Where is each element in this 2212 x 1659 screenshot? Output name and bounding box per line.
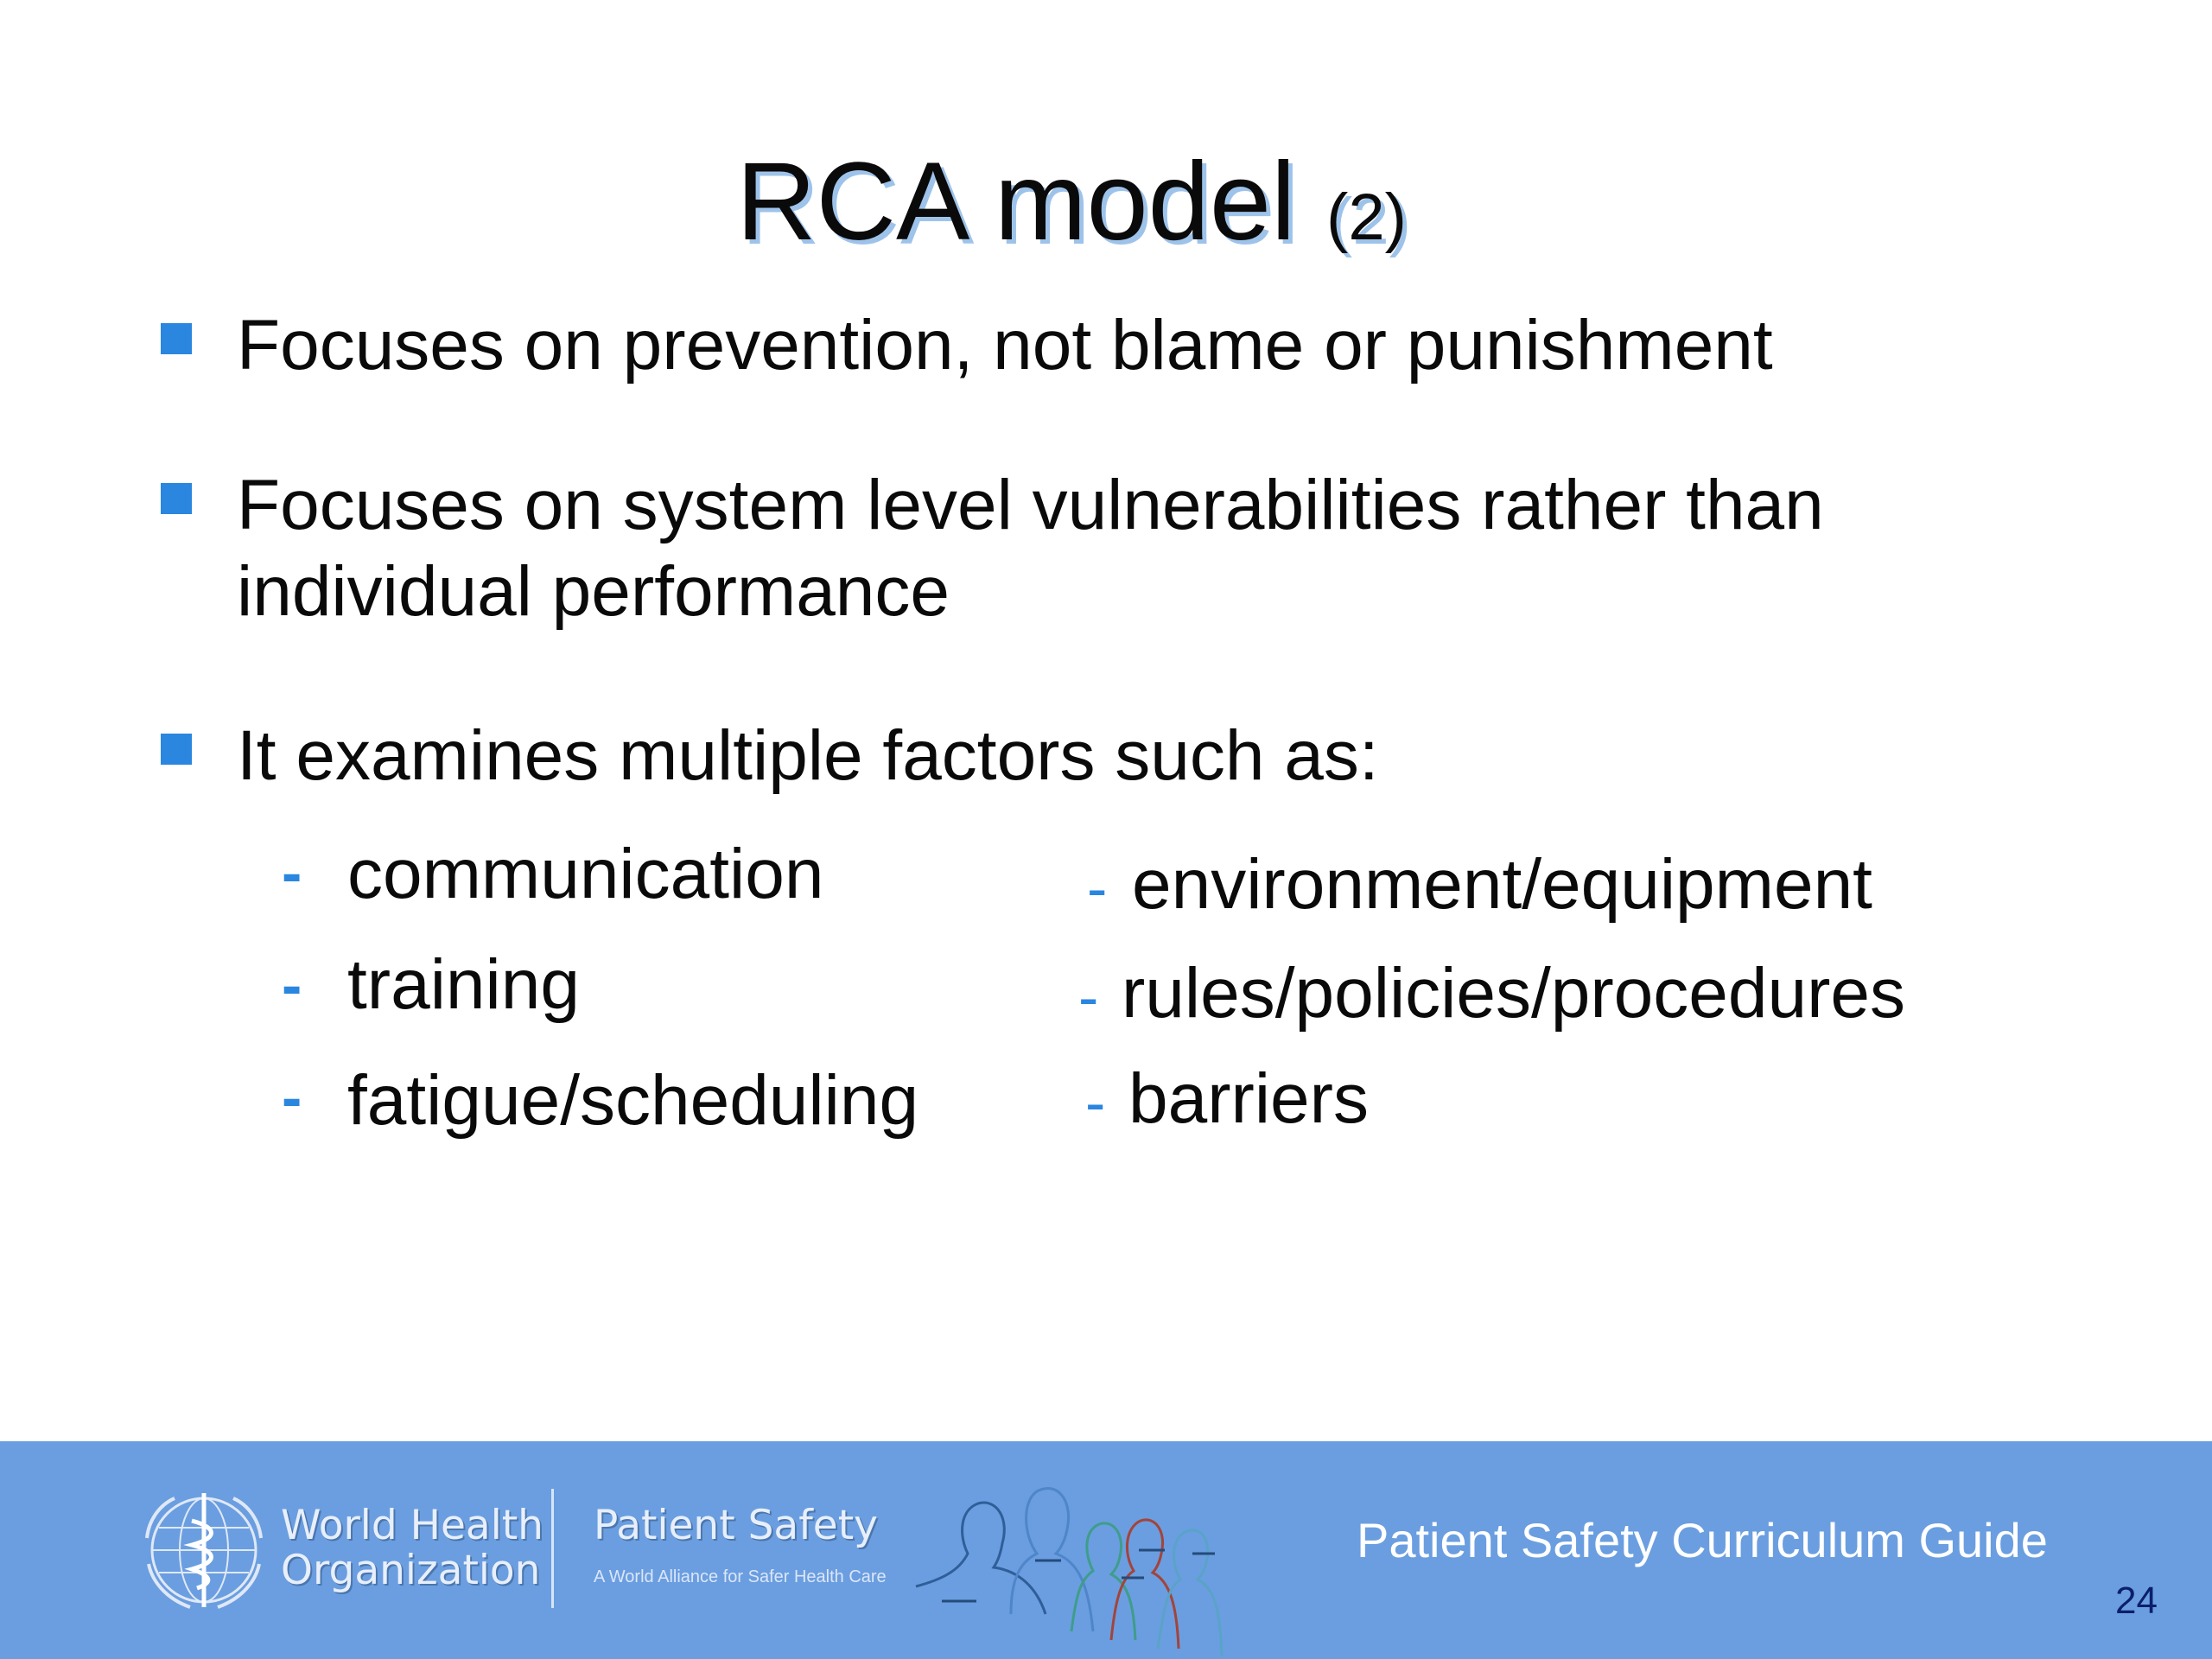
dash-bullet-icon: - (1078, 963, 1099, 1031)
who-name (281, 1503, 543, 1593)
bullet-item (161, 302, 2105, 397)
who-name-line2: Organization (281, 1547, 541, 1594)
patient-safety-tagline: A World Alliance for Safer Health Care (594, 1567, 887, 1586)
dash-bullet-icon: - (282, 839, 302, 906)
bullet-text: It examines multiple factors such as: (237, 716, 1379, 795)
page-number: 24 (2115, 1580, 2158, 1622)
footer-divider (551, 1489, 554, 1608)
square-bullet-icon (161, 734, 192, 765)
footer-band (0, 1441, 2212, 1659)
who-name-line1: World Health (281, 1502, 543, 1549)
square-bullet-icon (161, 483, 192, 514)
factor-environment-equipment: environment/equipment (1132, 845, 1872, 924)
factor-training: training (347, 945, 580, 1024)
bullet-item (161, 713, 2105, 808)
dash-bullet-icon: - (1087, 855, 1108, 922)
factor-rules-policies-procedures: rules/policies/procedures (1122, 954, 1906, 1033)
factor-barriers: barriers (1128, 1059, 1369, 1138)
dash-bullet-icon: - (282, 1064, 302, 1131)
who-emblem-icon (140, 1486, 268, 1614)
bullet-item (161, 462, 2105, 644)
curriculum-guide-title: Patient Safety Curriculum Guide (1357, 1513, 2048, 1567)
title-suffix: (2) (1326, 181, 1407, 254)
health-workers-figures-icon (907, 1441, 1253, 1659)
factor-fatigue-scheduling: fatigue/scheduling (347, 1061, 919, 1140)
slide-title (0, 140, 2143, 264)
bullet-text: Focuses on prevention, not blame or punishment (237, 306, 1773, 385)
title-main: RCA model (736, 140, 1296, 264)
dash-bullet-icon: - (1085, 1069, 1106, 1136)
dash-bullet-icon: - (282, 951, 302, 1019)
bullet-text: Focuses on system level vulnerabilities rather than individual performance (237, 466, 1824, 631)
patient-safety-title: Patient Safety (594, 1502, 878, 1549)
factor-communication: communication (347, 835, 824, 913)
square-bullet-icon (161, 323, 192, 354)
